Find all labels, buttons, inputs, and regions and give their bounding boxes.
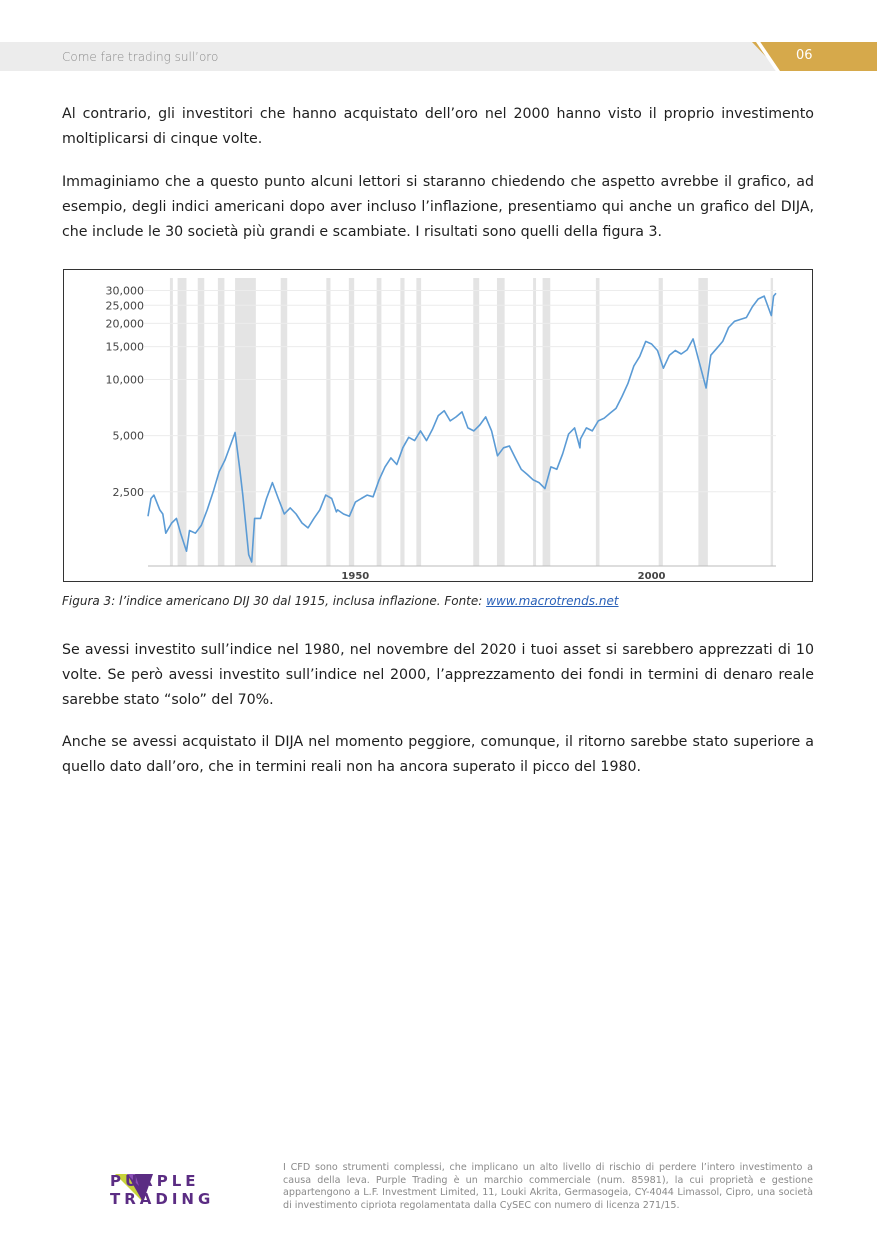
document-title: Come fare trading sull’oro [62, 50, 219, 64]
y-tick-label: 15,000 [105, 340, 144, 354]
logo-wordmark [110, 1172, 214, 1208]
recession-band [416, 278, 421, 566]
source-link[interactable]: www.macrotrends.net [486, 594, 619, 608]
recession-band [533, 278, 536, 566]
paragraph-worst-moment: Anche se avessi acquistato il DIJA nel momento peggiore, comunque, il ritorno sarebbe stato superiore a quello dato dall’oro, che in termini reali non ha ancora superato il picco del 1980. [62, 734, 814, 775]
recession-band [497, 278, 505, 566]
recession-band [659, 278, 663, 566]
recession-band [349, 278, 354, 566]
recession-band [178, 278, 187, 566]
page-number: 06 [796, 48, 813, 63]
x-tick-label: 1950 [341, 571, 370, 581]
paragraph-1980-investment: Se avessi investito sull’indice nel 1980, nel novembre del 2020 i tuoi asset si sarebbero apprezzati di 10 volte. Se però avessi investito sull’indice nel 2000, l’apprezzamento dei fondi in termini di denaro reale sarebbe stato “solo” del 70%. [62, 642, 814, 708]
recession-band [281, 278, 288, 566]
x-tick-label: 2000 [637, 571, 666, 581]
y-tick-label: 2,500 [112, 485, 144, 499]
caption-text: Figura 3: l’indice americano DIJ 30 dal 1915, inclusa inflazione. Fonte: [62, 594, 487, 608]
y-tick-label: 5,000 [112, 429, 144, 443]
recession-band [771, 278, 773, 566]
paragraph-gold-2000: Al contrario, gli investitori che hanno acquistato dell’oro nel 2000 hanno visto il proprio investimento moltiplicarsi di cinque volte. [62, 106, 814, 147]
logo-line-1: PURPLE [110, 1172, 200, 1190]
recession-band [698, 278, 707, 566]
y-tick-label: 25,000 [105, 299, 144, 313]
dija-chart [63, 269, 813, 582]
recession-band [377, 278, 382, 566]
paragraph-dija-intro: Immaginiamo che a questo punto alcuni lettori si staranno chiedendo che aspetto avrebbe il grafico, ad esempio, degli indici americani dopo aver incluso l’inflazione, presentiamo qui anche un grafico del DIJA, che include le 30 società più grandi e scambiate. I risultati sono quelli della figura 3. [62, 174, 814, 240]
y-tick-label: 20,000 [105, 317, 144, 331]
y-tick-label: 10,000 [105, 373, 144, 387]
recession-band [218, 278, 225, 566]
recession-band [198, 278, 205, 566]
dija-chart-svg [64, 270, 812, 581]
logo-line-2: TRADING [110, 1190, 215, 1208]
figure-caption [62, 594, 619, 608]
recession-band [326, 278, 330, 566]
legal-disclaimer: I CFD sono strumenti complessi, che implicano un alto livello di rischio di perdere l’intero investimento a causa della leva. Purple Trading è un marchio commerciale (num. 85981), la cui proprietà e gestione appartengono a L.F. Investment Limited, 11, Louki Akrita, Germasogeia, CY-4044 Limassol, Cipro, una società di investimento cipriota regolamentata dalla CySEC con numero di licenza 271/15. [283, 1162, 813, 1211]
recession-band [473, 278, 479, 566]
y-tick-label: 30,000 [105, 284, 144, 298]
recession-band [543, 278, 551, 566]
recession-band [400, 278, 404, 566]
